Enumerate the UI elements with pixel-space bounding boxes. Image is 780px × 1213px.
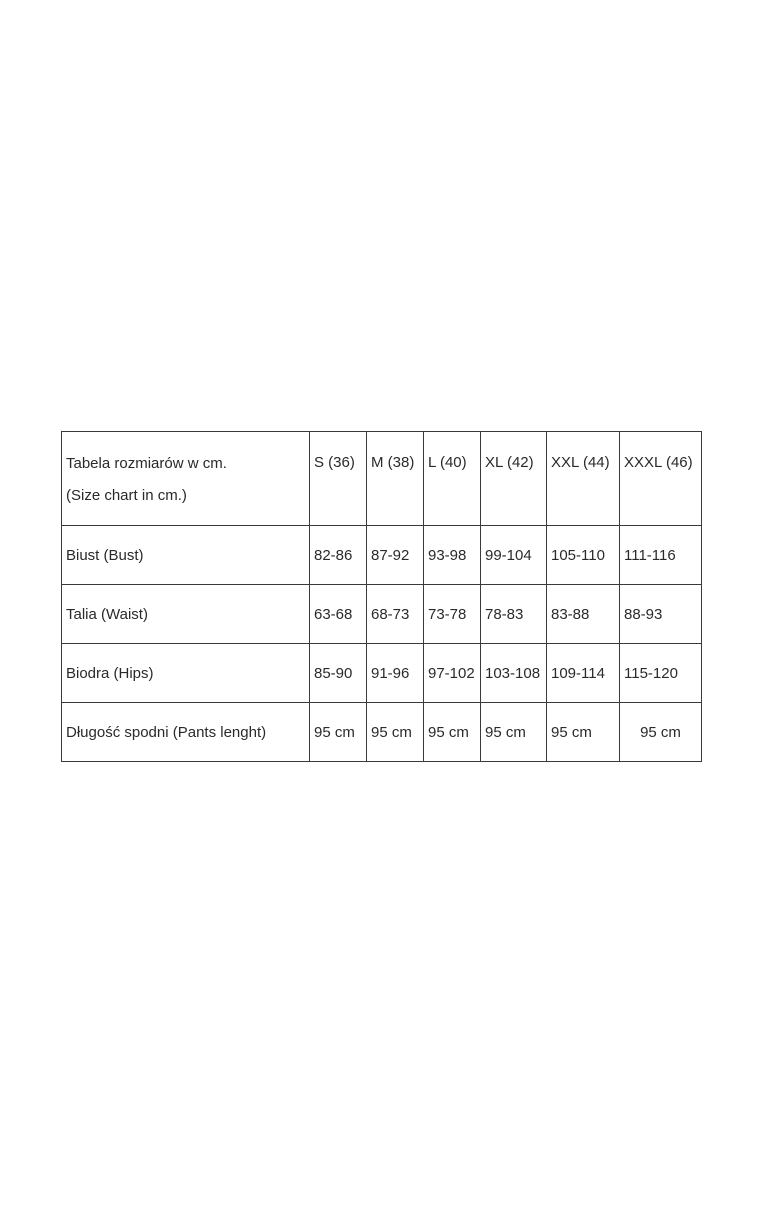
table-cell: 95 cm [310, 703, 367, 762]
table-cell: 109-114 [547, 644, 620, 703]
size-chart-table [61, 431, 702, 762]
table-cell: 82-86 [310, 526, 367, 585]
size-header-xl: XL (42) [481, 432, 547, 526]
row-label: Biodra (Hips) [62, 644, 310, 703]
table-row-pants-length [62, 703, 702, 762]
table-cell: 93-98 [424, 526, 481, 585]
table-cell: 111-116 [620, 526, 702, 585]
table-cell: 103-108 [481, 644, 547, 703]
table-cell: 73-78 [424, 585, 481, 644]
size-header-m: M (38) [367, 432, 424, 526]
table-cell: 91-96 [367, 644, 424, 703]
table-cell: 83-88 [547, 585, 620, 644]
table-subtitle: (Size chart in cm.) [66, 487, 187, 504]
table-cell: 95 cm [481, 703, 547, 762]
row-label: Talia (Waist) [62, 585, 310, 644]
table-title: Tabela rozmiarów w cm. [66, 455, 227, 472]
table-cell: 99-104 [481, 526, 547, 585]
table-cell: 88-93 [620, 585, 702, 644]
table-header-row [62, 432, 702, 526]
size-header-xxl: XXL (44) [547, 432, 620, 526]
row-label: Długość spodni (Pants lenght) [62, 703, 310, 762]
table-cell: 68-73 [367, 585, 424, 644]
table-cell: 87-92 [367, 526, 424, 585]
table-cell: 78-83 [481, 585, 547, 644]
table-cell: 95 cm [367, 703, 424, 762]
table-cell: 95 cm [620, 703, 702, 762]
table-cell: 85-90 [310, 644, 367, 703]
table-row-waist [62, 585, 702, 644]
table-cell: 115-120 [620, 644, 702, 703]
row-label: Biust (Bust) [62, 526, 310, 585]
size-header-xxxl: XXXL (46) [620, 432, 702, 526]
table-cell: 97-102 [424, 644, 481, 703]
table-cell: 105-110 [547, 526, 620, 585]
size-header-s: S (36) [310, 432, 367, 526]
table-title-cell [62, 432, 310, 526]
table-cell: 63-68 [310, 585, 367, 644]
table-row-hips [62, 644, 702, 703]
table-cell: 95 cm [424, 703, 481, 762]
size-header-l: L (40) [424, 432, 481, 526]
table-row-bust [62, 526, 702, 585]
table-cell: 95 cm [547, 703, 620, 762]
